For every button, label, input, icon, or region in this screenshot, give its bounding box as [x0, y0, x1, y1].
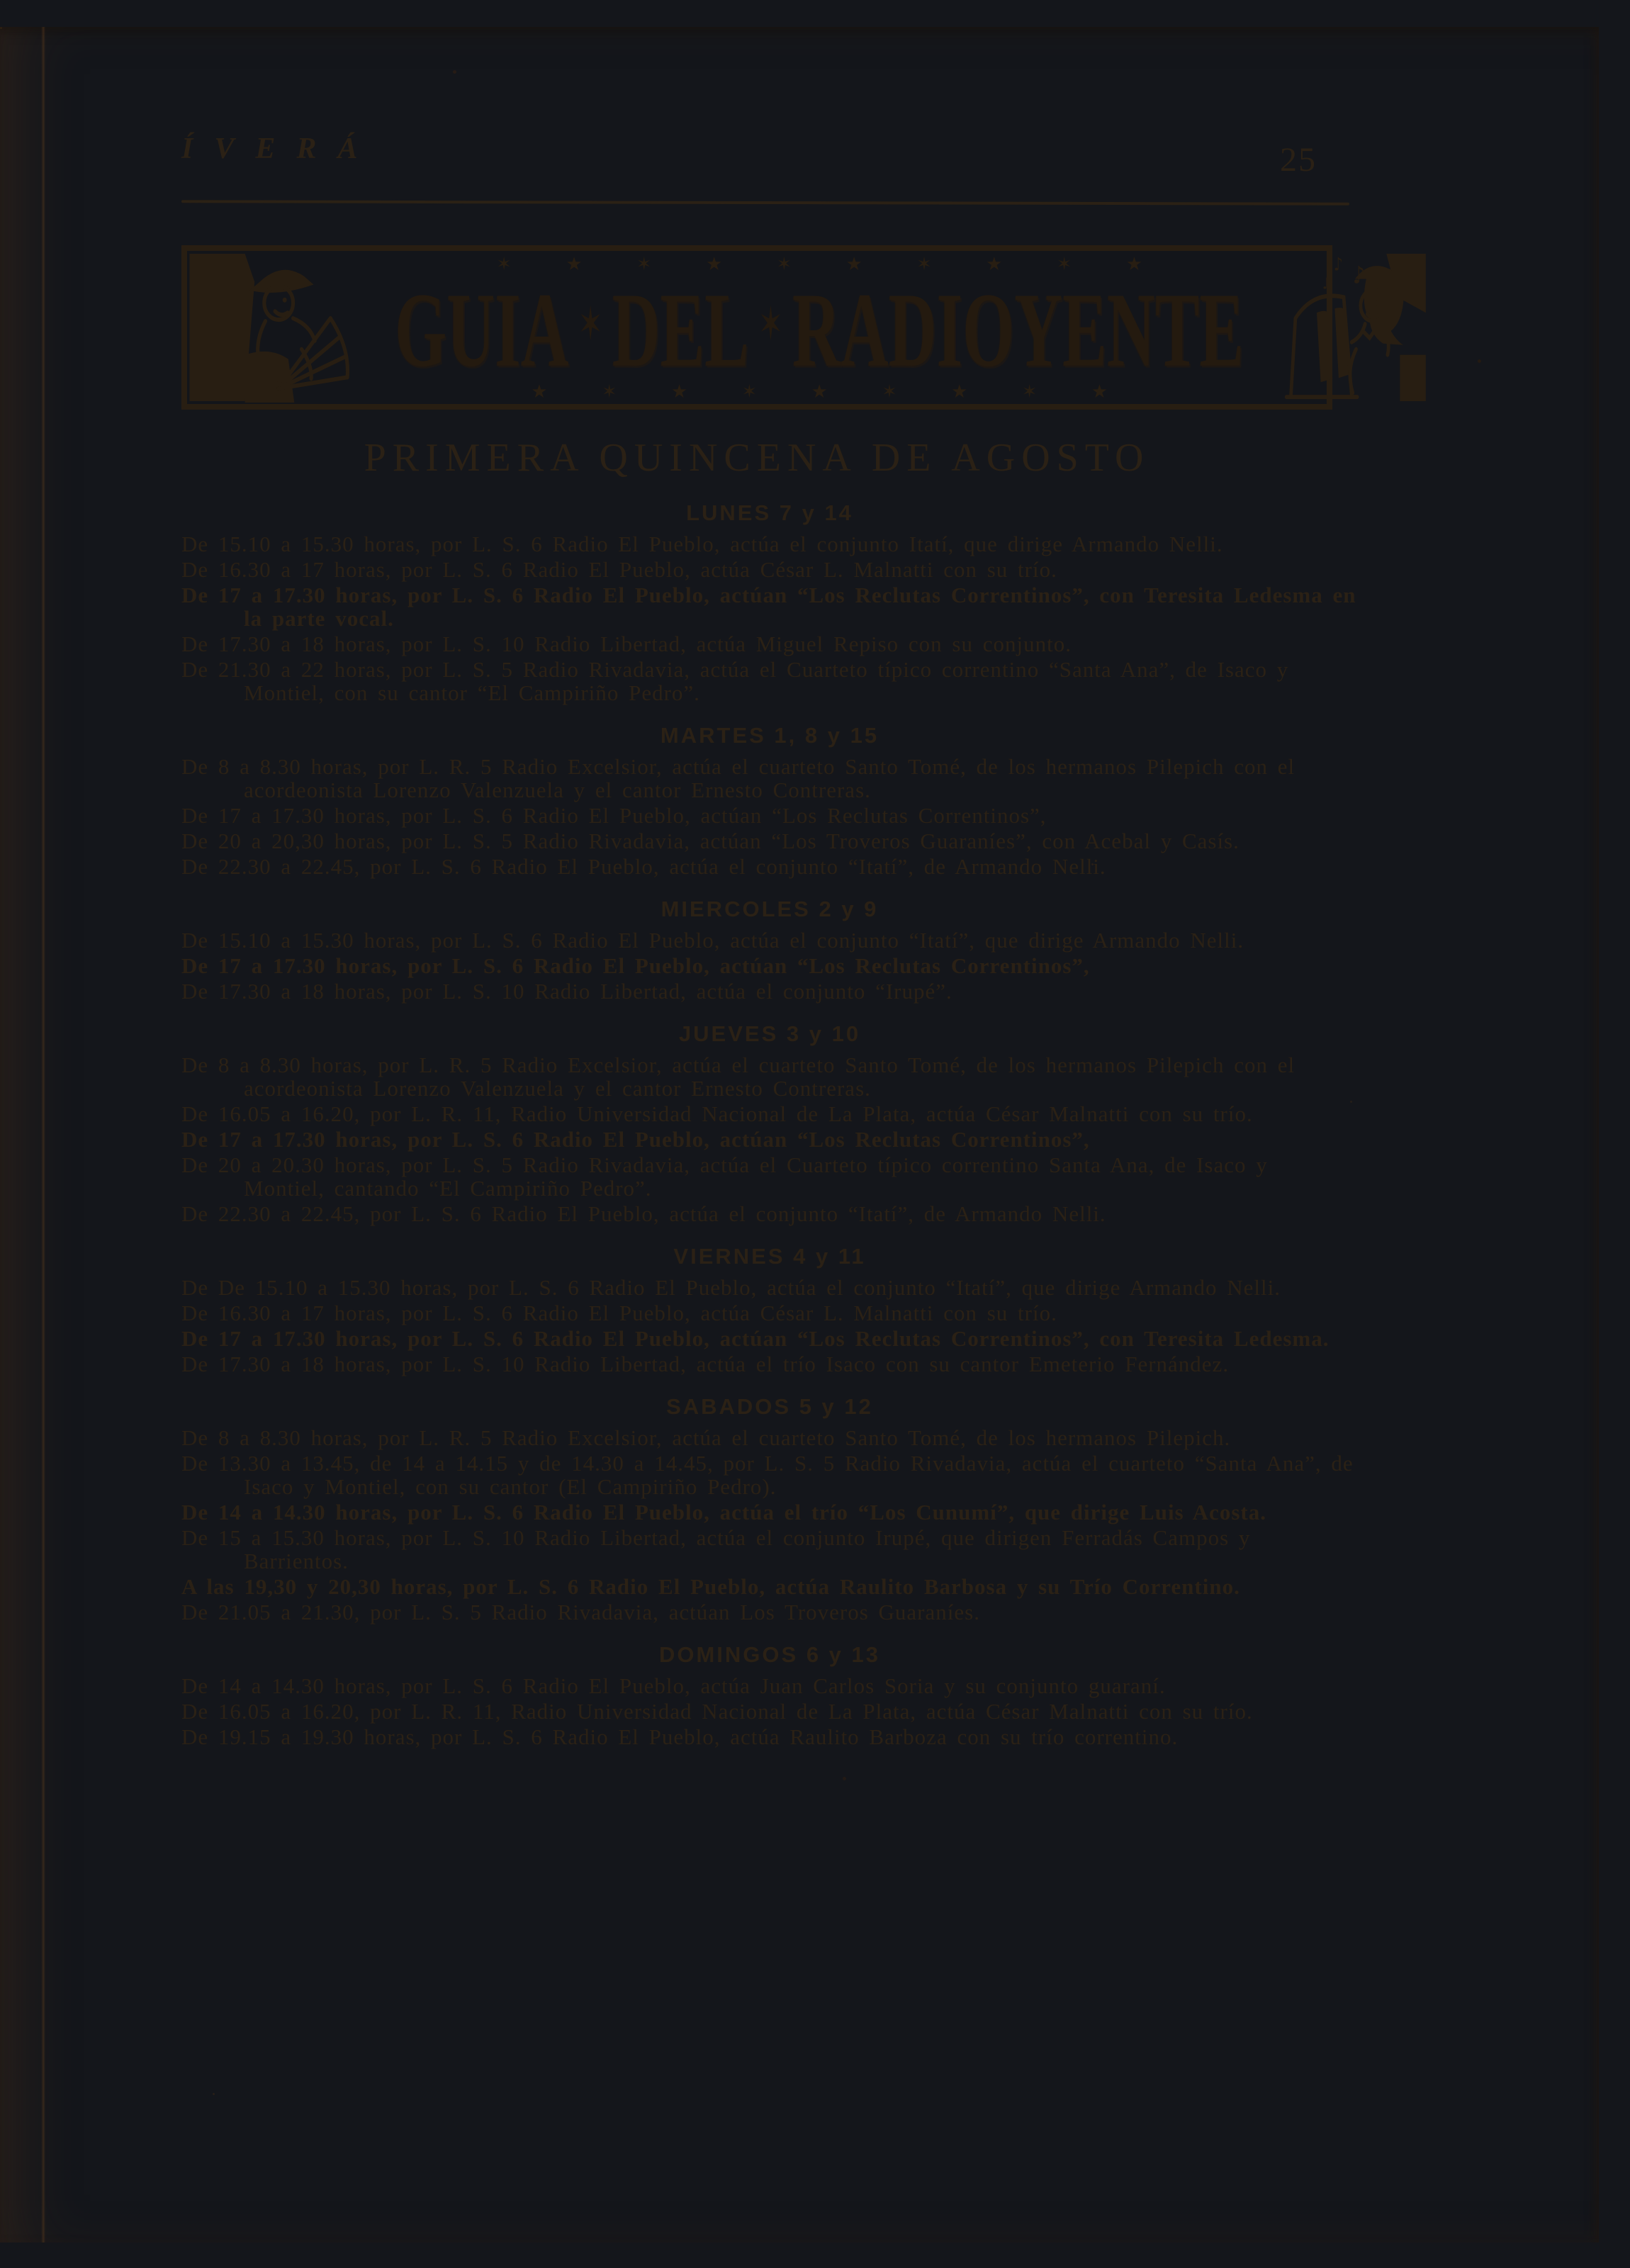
schedule-entry: De 17.30 a 18 horas, por L. S. 10 Radio Libertad, actúa el trío Isaco con su cantor Emeterio Fernández.: [181, 1352, 1230, 1376]
day-section-miercoles: [181, 897, 1358, 1003]
magazine-name: ÍVERÁ: [181, 133, 379, 165]
schedule-entry: De 8 a 8.30 horas, por L. R. 5 Radio Excelsior, actúa el cuarteto Santo Tomé, de los hermanos Pilepich.: [181, 1425, 1231, 1450]
header-rule: [181, 200, 1349, 205]
day-heading: VIERNES 4 y 11: [673, 1244, 866, 1269]
schedule-entry: De 22.30 a 22.45, por L. S. 6 Radio El Pueblo, actúa el conjunto “Itatí”, de Armando Nelli.: [181, 1201, 1106, 1226]
schedule-entry: De 16.05 a 16.20, por L. R. 11, Radio Universidad Nacional de La Plata, actúa César Malnatti con su trío.: [181, 1101, 1253, 1126]
schedule-entry: De 8 a 8.30 horas, por L. R. 5 Radio Excelsior, actúa el cuarteto Santo Tomé, de los hermanos Pilepich con el acordeonista Lorenzo Valenzuela y el cantor Ernesto Contreras.: [181, 754, 1295, 802]
schedule-entry: De De 15.10 a 15.30 horas, por L. S. 6 Radio El Pueblo, actúa el conjunto “Itatí”, que dirige Armando Nelli.: [181, 1275, 1281, 1300]
stars-row-top-icon: ✶ ★ ✶ ★ ✶ ★ ✶ ★ ✶ ★: [496, 254, 1167, 275]
schedule-entry: De 17 a 17.30 horas, por L. S. 6 Radio El Pueblo, actúan “Los Reclutas Correntinos”, con Teresita Ledesma en la parte vocal.: [181, 583, 1356, 631]
schedule-entry: De 16.05 a 16.20, por L. R. 11, Radio Universidad Nacional de La Plata, actúa César Malnatti con su trío.: [181, 1699, 1253, 1724]
page-title: PRIMERA QUINCENA DE AGOSTO: [364, 436, 1150, 480]
schedule-entry: De 22.30 a 22.45, por L. S. 6 Radio El Pueblo, actúa el conjunto “Itatí”, de Armando Nelli.: [181, 854, 1106, 879]
schedule-list: [181, 500, 1358, 1751]
accordion-player-illustration: [187, 251, 368, 404]
schedule-entry: De 17 a 17.30 horas, por L. S. 6 Radio El Pueblo, actúan “Los Reclutas Correntinos”,: [181, 1127, 1090, 1152]
schedule-entry: De 14 a 14.30 horas, por L. S. 6 Radio El Pueblo, actúa Juan Carlos Soria y su conjunto guaraní.: [181, 1673, 1166, 1698]
star-separator-icon: ✶: [578, 297, 603, 352]
schedule-entry: De 17 a 17.30 horas, por L. S. 6 Radio El Pueblo, actúan “Los Reclutas Correntinos”, con Teresita Ledesma.: [181, 1326, 1330, 1351]
schedule-entry: De 21.30 a 22 horas, por L. S. 5 Radio Rivadavia, actúa el Cuarteto típico correntino “Santa Ana”, de Isaco y Montiel, con su cantor “El Campiriño Pedro”.: [181, 657, 1289, 705]
schedule-entry: De 15.10 a 15.30 horas, por L. S. 6 Radio El Pueblo, actúa el conjunto “Itatí”, que dirige Armando Nelli.: [181, 928, 1244, 953]
listener-with-radio-illustration: [1271, 251, 1428, 404]
schedule-entry: De 20 a 20.30 horas, por L. S. 5 Radio Rivadavia, actúa el Cuarteto típico correntino Santa Ana, de Isaco y Montiel, cantando “El Campiriño Pedro”.: [181, 1152, 1268, 1201]
day-section-lunes: [181, 500, 1358, 704]
day-heading: MARTES 1, 8 y 15: [660, 723, 879, 748]
schedule-entry: De 8 a 8.30 horas, por L. R. 5 Radio Excelsior, actúa el cuarteto Santo Tomé, de los hermanos Pilepich con el acordeonista Lorenzo Valenzuela y el cantor Ernesto Contreras.: [181, 1052, 1295, 1101]
svg-text:♪: ♪: [1334, 253, 1344, 276]
day-heading: JUEVES 3 y 10: [678, 1021, 861, 1046]
schedule-entry: De 14 a 14.30 horas, por L. S. 6 Radio El Pueblo, actúa el trío “Los Cunumí”, que dirige Luis Acosta.: [181, 1500, 1266, 1525]
schedule-entry: De 17.30 a 18 horas, por L. S. 10 Radio Libertad, actúa Miguel Repiso con su conjunto.: [181, 631, 1072, 656]
schedule-entry: De 16.30 a 17 horas, por L. S. 6 Radio El Pueblo, actúa César L. Malnatti con su trío.: [181, 557, 1057, 582]
svg-text:♩: ♩: [1322, 274, 1329, 293]
svg-text:♪: ♪: [1353, 262, 1366, 290]
banner-word: DEL: [612, 270, 749, 389]
schedule-entry: De 17 a 17.30 horas, por L. S. 6 Radio El Pueblo, actúan “Los Reclutas Correntinos”,: [181, 953, 1090, 978]
page-fold-crease: [41, 27, 45, 2242]
star-separator-icon: ✶: [758, 297, 783, 352]
banner-word: GUIA: [395, 270, 569, 389]
magazine-page: [0, 27, 1599, 2242]
day-section-sabados: [181, 1394, 1358, 1624]
banner-word: RADIOYENTE: [792, 270, 1244, 389]
schedule-entry: De 13.30 a 13.45, de 14 a 14.15 y de 14.30 a 14.45, por L. S. 5 Radio Rivadavia, actúa el cuarteto “Santa Ana”, de Isaco y Montiel, con su cantor (El Campiriño Pedro).: [181, 1451, 1354, 1499]
banner-title: [395, 270, 1244, 389]
day-heading: LUNES 7 y 14: [686, 500, 853, 525]
schedule-entry: A las 19,30 y 20,30 horas, por L. S. 6 Radio El Pueblo, actúa Raulito Barbosa y su Trío Correntino.: [181, 1574, 1240, 1599]
schedule-entry: De 17 a 17.30 horas, por L. S. 6 Radio El Pueblo, actúan “Los Reclutas Correntinos”,: [181, 803, 1047, 828]
day-heading: MIERCOLES 2 y 9: [661, 897, 879, 921]
schedule-entry: De 19.15 a 19.30 horas, por L. S. 6 Radio El Pueblo, actúa Raulito Barboza con su trío correntino.: [181, 1724, 1179, 1749]
banner: [181, 245, 1366, 410]
schedule-entry: De 21.05 a 21.30, por L. S. 5 Radio Rivadavia, actúan Los Troveros Guaraníes.: [181, 1600, 980, 1624]
day-section-viernes: [181, 1244, 1358, 1376]
schedule-entry: De 16.30 a 17 horas, por L. S. 6 Radio El Pueblo, actúa César L. Malnatti con su trío.: [181, 1301, 1057, 1325]
day-section-jueves: [181, 1021, 1358, 1225]
schedule-entry: De 15.10 a 15.30 horas, por L. S. 6 Radio El Pueblo, actúa el conjunto Itatí, que dirige Armando Nelli.: [181, 532, 1223, 556]
schedule-entry: De 17.30 a 18 horas, por L. S. 10 Radio Libertad, actúa el conjunto “Irupé”.: [181, 979, 952, 1004]
day-heading: DOMINGOS 6 y 13: [658, 1642, 881, 1667]
stars-row-bottom-icon: ★ ✶ ★ ✶ ★ ✶ ★ ✶ ★: [531, 381, 1132, 403]
schedule-entry: De 15 a 15.30 horas, por L. S. 10 Radio Libertad, actúa el conjunto Irupé, que dirigen Ferradás Campos y Barrientos.: [181, 1525, 1251, 1573]
day-section-martes: [181, 723, 1358, 878]
paper-specks: [0, 27, 2, 29]
page-number: 25: [1280, 141, 1317, 179]
banner-center: [368, 251, 1271, 404]
schedule-entry: De 20 a 20,30 horas, por L. S. 5 Radio Rivadavia, actúan “Los Troveros Guaraníes”, con Acebal y Casís.: [181, 829, 1240, 853]
day-heading: SABADOS 5 y 12: [666, 1394, 873, 1419]
day-section-domingos: [181, 1642, 1358, 1748]
